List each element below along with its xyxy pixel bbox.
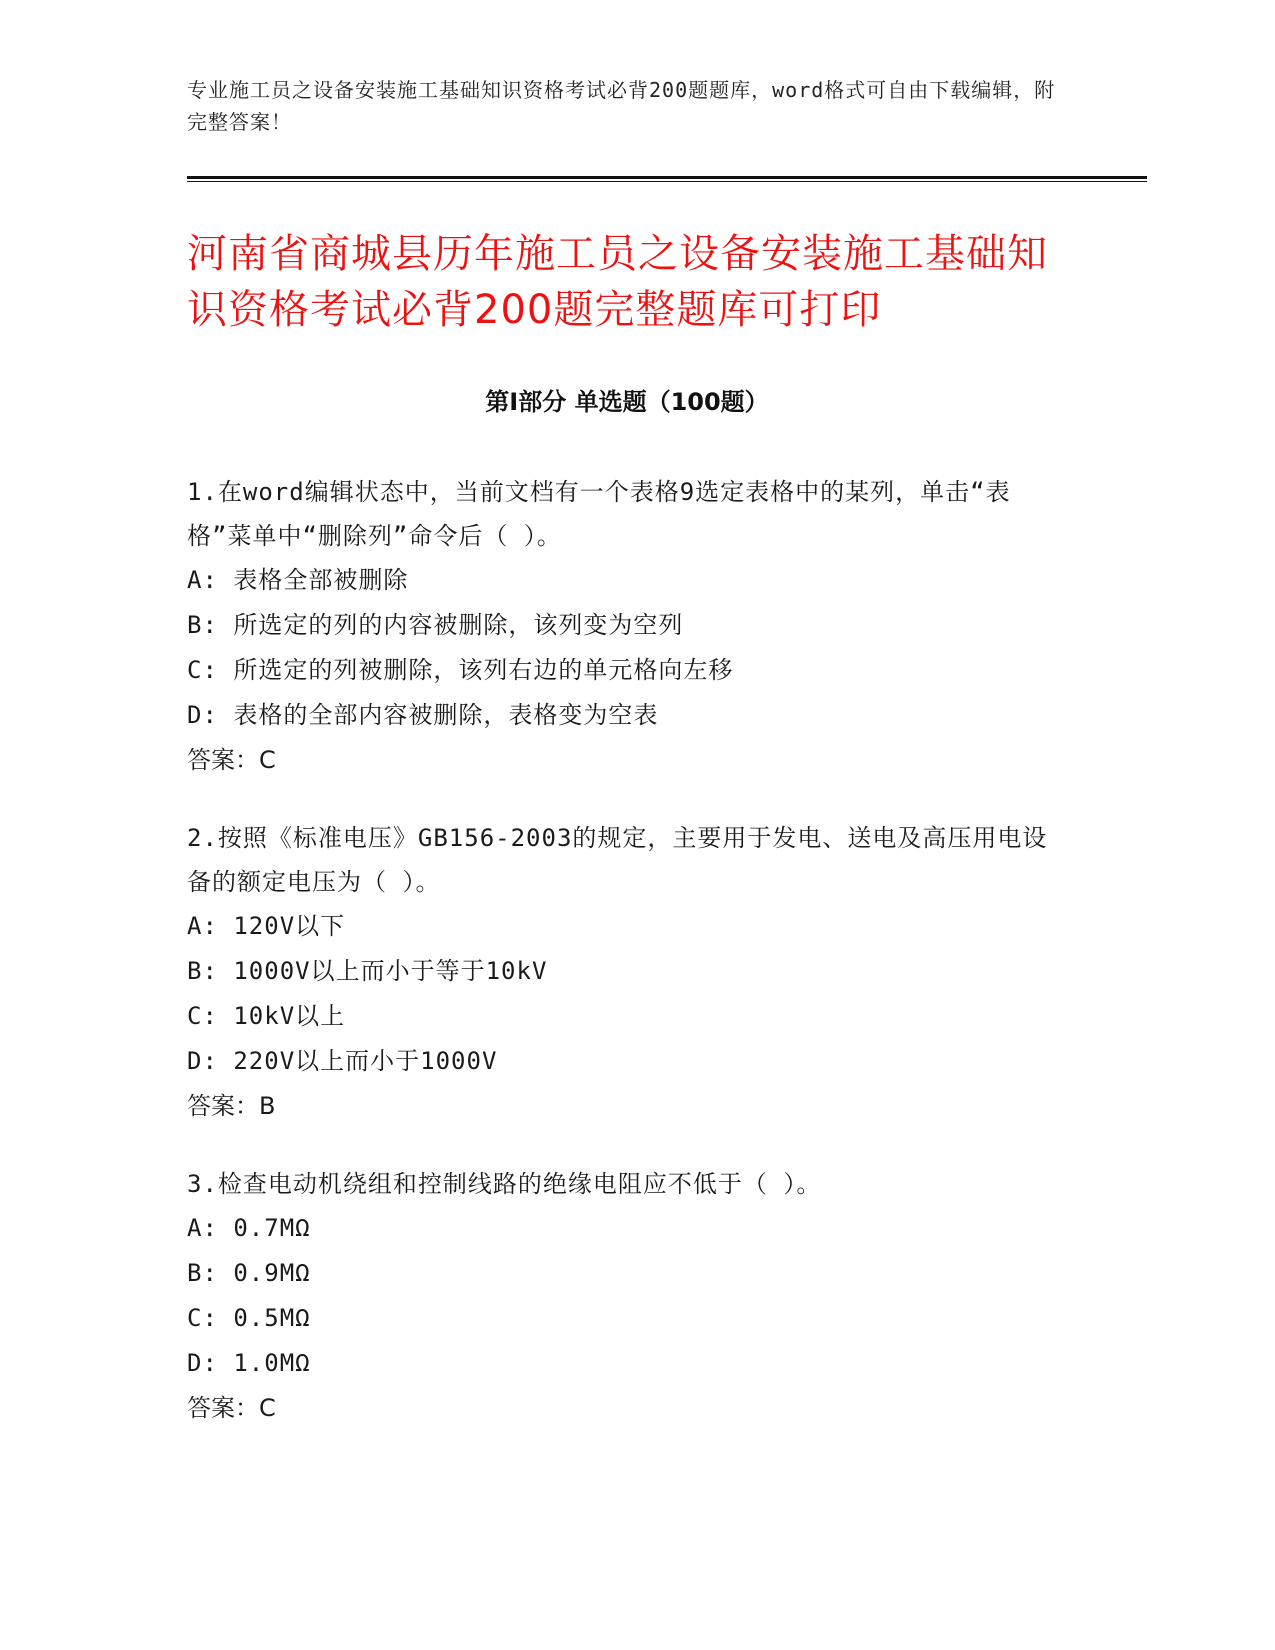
option-a: A: 120V以下 [187, 912, 346, 940]
option-b: B: 1000V以上而小于等于10kV [187, 957, 548, 985]
option-b: B: 0.9MΩ [187, 1259, 311, 1287]
option-d: D: 1.0MΩ [187, 1349, 311, 1377]
question-text: 3.检查电动机绕组和控制线路的绝缘电阻应不低于（ ）。 [187, 1170, 822, 1198]
question-text: 2.按照《标准电压》GB156-2003的规定，主要用于发电、送电及高压用电设备的额定电压为（ ）。 [187, 824, 1048, 896]
question-text: 1.在word编辑状态中，当前文档有一个表格9选定表格中的某列，单击“表格”菜单中“删除列”命令后（ ）。 [187, 478, 1011, 550]
option-a: A: 0.7MΩ [187, 1214, 311, 1242]
question-1 [187, 470, 1067, 782]
question-2 [187, 816, 1067, 1128]
header-note: 专业施工员之设备安装施工基础知识资格考试必背200题题库，word格式可自由下载编辑，附完整答案！ [187, 78, 1056, 134]
question-list [187, 470, 1067, 1464]
question-3 [187, 1162, 1067, 1430]
answer: 答案：B [187, 1092, 276, 1120]
document-title: 河南省商城县历年施工员之设备安装施工基础知识资格考试必背200题完整题库可打印 [187, 231, 1048, 333]
option-c: C: 0.5MΩ [187, 1304, 311, 1332]
section-title: 第Ⅰ部分 单选题（100题） [485, 388, 769, 416]
answer: 答案：C [187, 1394, 276, 1422]
option-d: D: 220V以上而小于1000V [187, 1047, 498, 1075]
header-divider [187, 176, 1147, 182]
option-d: D: 表格的全部内容被删除，表格变为空表 [187, 701, 659, 729]
option-c: C: 10kV以上 [187, 1002, 346, 1030]
option-a: A: 表格全部被删除 [187, 566, 409, 594]
answer: 答案：C [187, 746, 276, 774]
option-c: C: 所选定的列被删除，该列右边的单元格向左移 [187, 656, 734, 684]
option-b: B: 所选定的列的内容被删除，该列变为空列 [187, 611, 684, 639]
